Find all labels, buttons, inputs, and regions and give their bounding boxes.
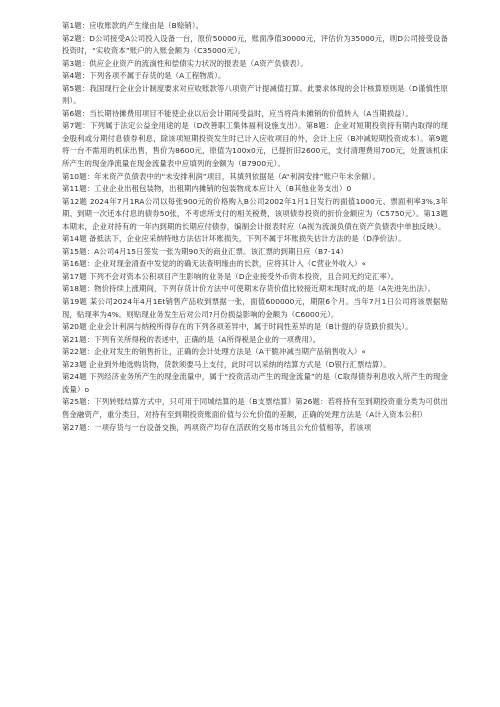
question-paragraph: 第24题 下列经济业务所产生的现金流量中，属于“投资活动产生的现金流量”的是（C取得债券利息收入所产生的现金流量）o <box>62 372 448 394</box>
question-paragraph: 第10题：年末资产负债表中的“未安排利润”项目，其填列依据是（A“利润安排”账户年末余额）。 <box>62 171 380 181</box>
question-paragraph: 第23题 企业到外地选购货物，货款须要马上支付，此时可以采纳的结算方式是（D银行汇票结算）。 <box>62 359 391 369</box>
question-paragraph: 第12题 2024年7月1RA公司以每张900元的价格购入B公司2002年1月1日发行的面值1000元、票面利率3%,3年期、到期一次还本付息的债券50张，不考虑所支付的相关税费，该项债券投资的折价金额应为（C5750元）。第13题 本期末，企业对持有的一年内到期的长期应付债券，编制会计报表时应（A视为流淌负债在资产负债表中单独反映）。 <box>62 196 448 231</box>
question-paragraph: 第1题：应收账款的产生缘由是（B赊销）。 <box>62 21 204 30</box>
question-paragraph: 第20题 企业会计利润与纳税所得存在的下列各项差异中，属于时间性差异的是（B计提的存货跌价损失）。 <box>62 322 413 332</box>
question-paragraph: 第11题：工业企业出租包装物，出租期内摊销的包装物成本应计入（B其他业务支出）0 <box>62 184 352 194</box>
question-paragraph: 第4题：下列各项不属于存货的是（A工程物质）。 <box>62 71 226 81</box>
question-paragraph: 第18题：物价持续上涨期间，下列存货计价方法中可使期末存货价值比较接近期末现时成;的是（A先进先出法）。 <box>62 284 436 294</box>
question-paragraph: 第15题：A公司4月15日签发一张为期90天的商业汇票。该汇票的到期日应（B7-14） <box>62 246 348 256</box>
question-paragraph: 第7题：下列属于法定公益金用途的是（D改善职工集体福利设施支出）。第8题：企业对短期投资持有期内取得的现金股利或分期付息债券利息，除该项短期投资发生时已计入应收项目的外，会计上应（B冲减短期投资成本）。第9题 将一台不需用的机床出售，售价为8600元，原值为100x0元，已提折旧2600元，支付清理费用700元，处置该机床所产生的现金净流量在现金流量表中应填列的金额为（B7900元）。 <box>62 121 448 169</box>
question-paragraph: 第2题：D公司接受A公司投入设备一台，原价50000元，账面净值30000元，评估价为35000元，则D公司接受设备投资时，“实收资本”账户的入账金额为（C35000元）。 <box>62 33 448 56</box>
question-paragraph: 第22题：企业对发生的销售折让，正确的会计处理方法是（A干脆冲减当期产品销售收入）« <box>62 347 367 357</box>
question-paragraph: 第27题：一项存货与一台设备交换，两项资产均存在活跃的交易市场且公允价值相等，若该项 <box>62 422 372 432</box>
question-paragraph: 第14题 备抵法下，企业应采纳特地方法估计坏账损失，下列不属于坏账损失估计方法的是（D净价法）。 <box>62 234 406 244</box>
question-paragraph: 第25题：下列转账结算方式中，只可用于同城结算的是（B支票结算）第26题：若将持有至到期投资重分类为可供出售金融资产，重分类日，对持有至到期投资账面价值与公允价值的差额，正确的处理方法是（A计入资本公积） <box>62 397 448 419</box>
question-paragraph: 第17题 下列不会对资本公积项目产生影响的业务是（D企业接受外币资本投资，且合同无约定汇率）。 <box>62 271 399 281</box>
question-paragraph: 第21题：下列有关所得税的表述中，正确的是（A所得税是企业的一项费用）。 <box>62 334 321 344</box>
question-paragraph: 第3题：供应企业资产的流淌性和偿债实力状况的报表是（A资产负债表）。 <box>62 58 308 68</box>
question-paragraph: 第5题：我国现行企业会计制度要求对应收账款等八项资产计提减值打算。此要求体现的会计核算原则是（D谨慎性原则）。 <box>62 83 448 106</box>
question-paragraph: 第6题：当长期待摊费用项目不能使企业以后会计期间受益时，应当将尚未摊销的价值转入（A当期损益）。 <box>62 108 413 118</box>
question-paragraph: 第19题 某公司2024年4月1Et销售产品收到票据一张，面值600000元，期限6个月。当年7月1日公司将该票据贴现，贴现率为4%。则贴现业务发生后对公司?月份损益影响的金额为（C6000元）。 <box>62 297 448 319</box>
question-paragraph: 第16题：企业对现金清查中发觉的的确无法查明缘由的长款，应将其计入（C营业外收入）« <box>62 259 367 269</box>
